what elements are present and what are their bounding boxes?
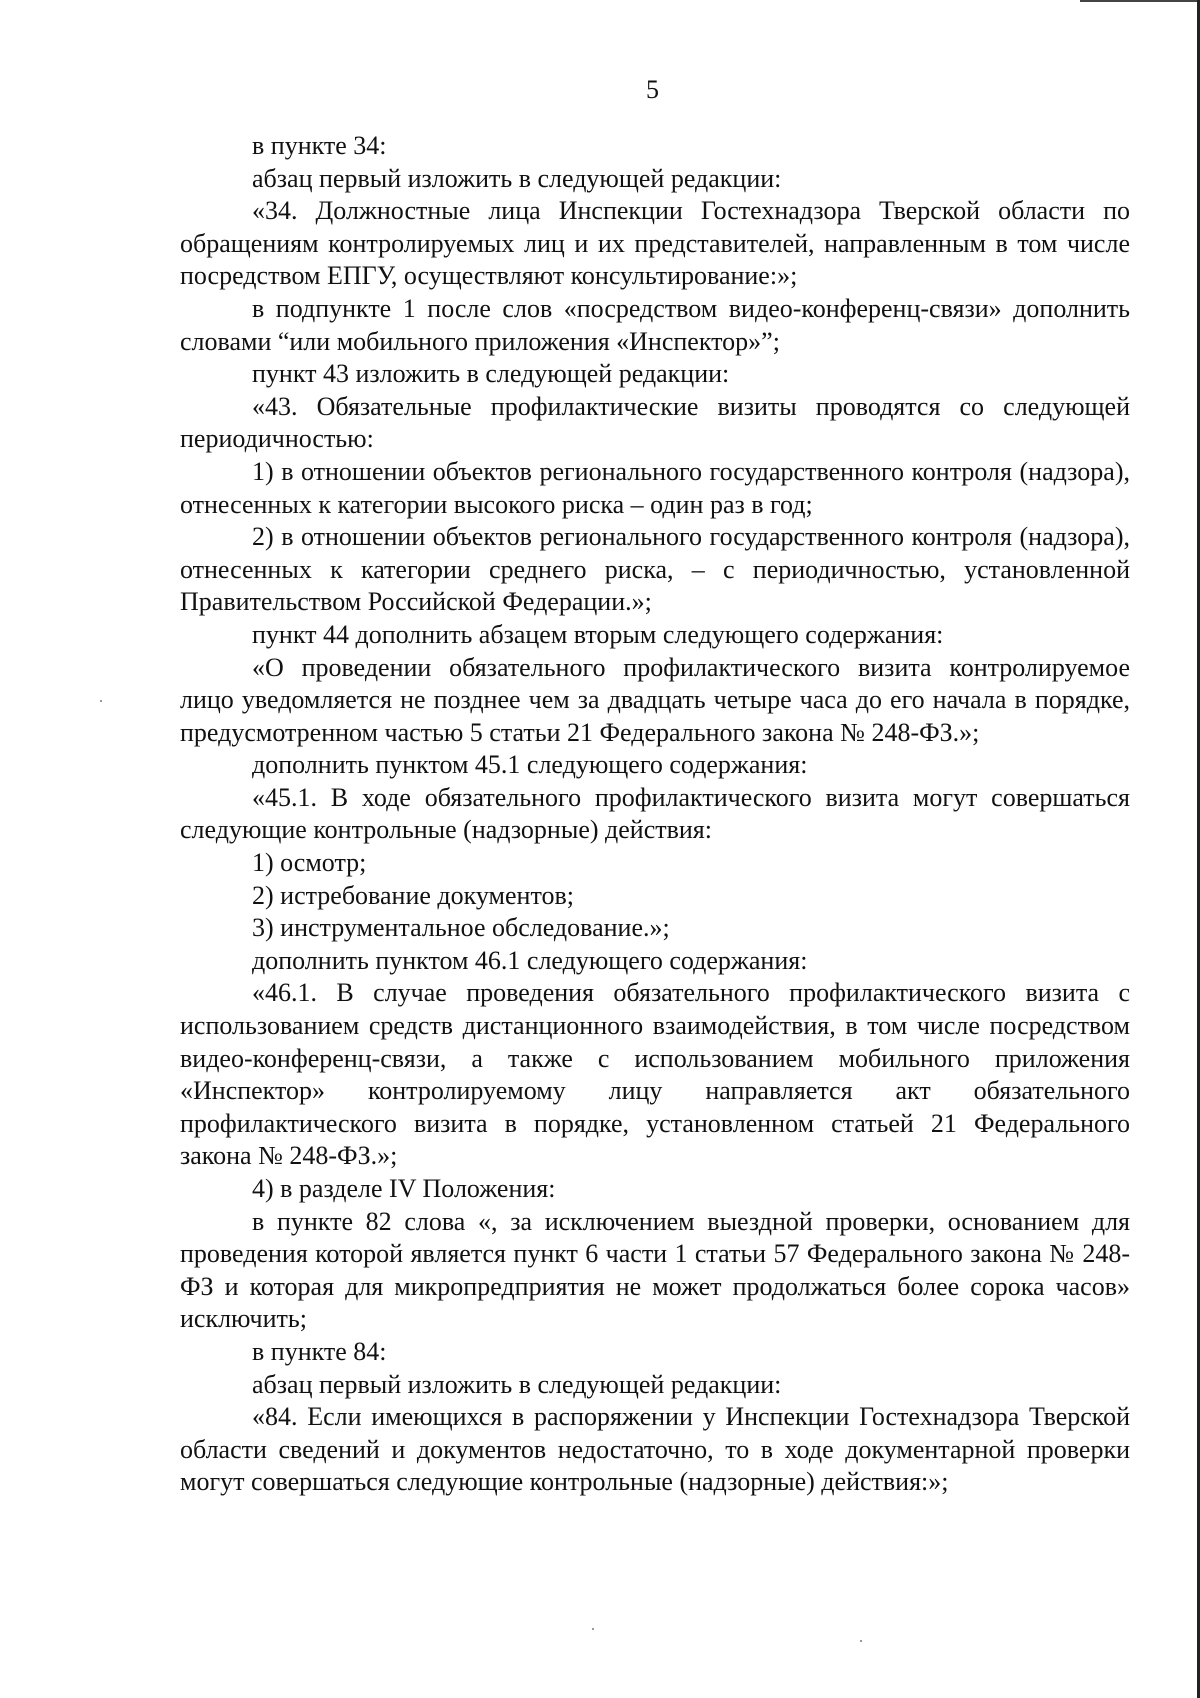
- paragraph: дополнить пунктом 45.1 следующего содержания:: [252, 750, 808, 780]
- scan-speck: [100, 700, 102, 702]
- paragraph: пункт 44 дополнить абзацем вторым следующего содержания:: [252, 619, 944, 649]
- paragraph: «О проведении обязательного профилактического визита контролируемое лицо уведомляется не позднее чем за двадцать четыре часа до его начала в порядке, предусмотренном частью 5 статьи 21 Федерального закона № 248-ФЗ.»;: [180, 652, 1130, 747]
- paragraph: в подпункте 1 после слов «посредством видео-конференц-связи» дополнить словами “или мобильного приложения «Инспектор»”;: [180, 293, 1130, 356]
- paragraph: 4) в разделе IV Положения:: [252, 1174, 556, 1203]
- paragraph: «45.1. В ходе обязательного профилактического визита могут совершаться следующие контрольные (надзорные) действия:: [180, 782, 1130, 845]
- paragraph: 1) в отношении объектов регионального государственного контроля (надзора), отнесенных к категории высокого риска – один раз в год;: [180, 456, 1130, 519]
- paragraph: «46.1. В случае проведения обязательного профилактического визита с использованием средств дистанционного взаимодействия, в том числе посредством видео-конференц-связи, а также с использованием мобильного приложения «Инспектор» контролируемому лицу направляется акт обязательного профилактического визита в порядке, установленном статьей 21 Федерального закона № 248-ФЗ.»;: [180, 978, 1130, 1171]
- paragraph: абзац первый изложить в следующей редакции:: [252, 1369, 782, 1399]
- paragraph: дополнить пунктом 46.1 следующего содержания:: [252, 945, 808, 975]
- paragraph: пункт 43 изложить в следующей редакции:: [252, 359, 730, 389]
- scan-edge-top: [1080, 0, 1200, 2]
- paragraph: 3) инструментальное обследование.»;: [252, 913, 670, 943]
- paragraph: в пункте 34:: [252, 131, 387, 160]
- paragraph: «84. Если имеющихся в распоряжении у Инспекции Гостехнадзора Тверской области сведений и документов недостаточно, то в ходе документарной проверки могут совершаться следующие контрольные (надзорные) действия:»;: [180, 1402, 1130, 1497]
- scan-speck: [592, 1628, 594, 1630]
- paragraph: «43. Обязательные профилактические визиты проводятся со следующей периодичностью:: [180, 391, 1130, 454]
- paragraph: в пункте 82 слова «, за исключением выездной проверки, основанием для проведения которой является пункт 6 части 1 статьи 57 Федерального закона № 248-ФЗ и которая для микропредприятия не может продолжаться более сорока часов» исключить;: [180, 1206, 1130, 1334]
- scan-speck: [860, 1640, 862, 1642]
- document-body: [180, 130, 1130, 1499]
- paragraph: 1) осмотр;: [252, 848, 367, 878]
- paragraph: «34. Должностные лица Инспекции Гостехнадзора Тверской области по обращениям контролируемых лиц и их представителей, направленным в том числе посредством ЕПГУ, осуществляют консультирование:»;: [180, 196, 1130, 291]
- paragraph: 2) в отношении объектов регионального государственного контроля (надзора), отнесенных к категории среднего риска, – с периодичностью, установленной Правительством Российской Федерации.»;: [180, 522, 1130, 617]
- paragraph: абзац первый изложить в следующей редакции:: [252, 163, 782, 193]
- paragraph: в пункте 84:: [252, 1336, 387, 1366]
- paragraph: 2) истребование документов;: [252, 880, 574, 910]
- page-number: 5: [646, 75, 659, 104]
